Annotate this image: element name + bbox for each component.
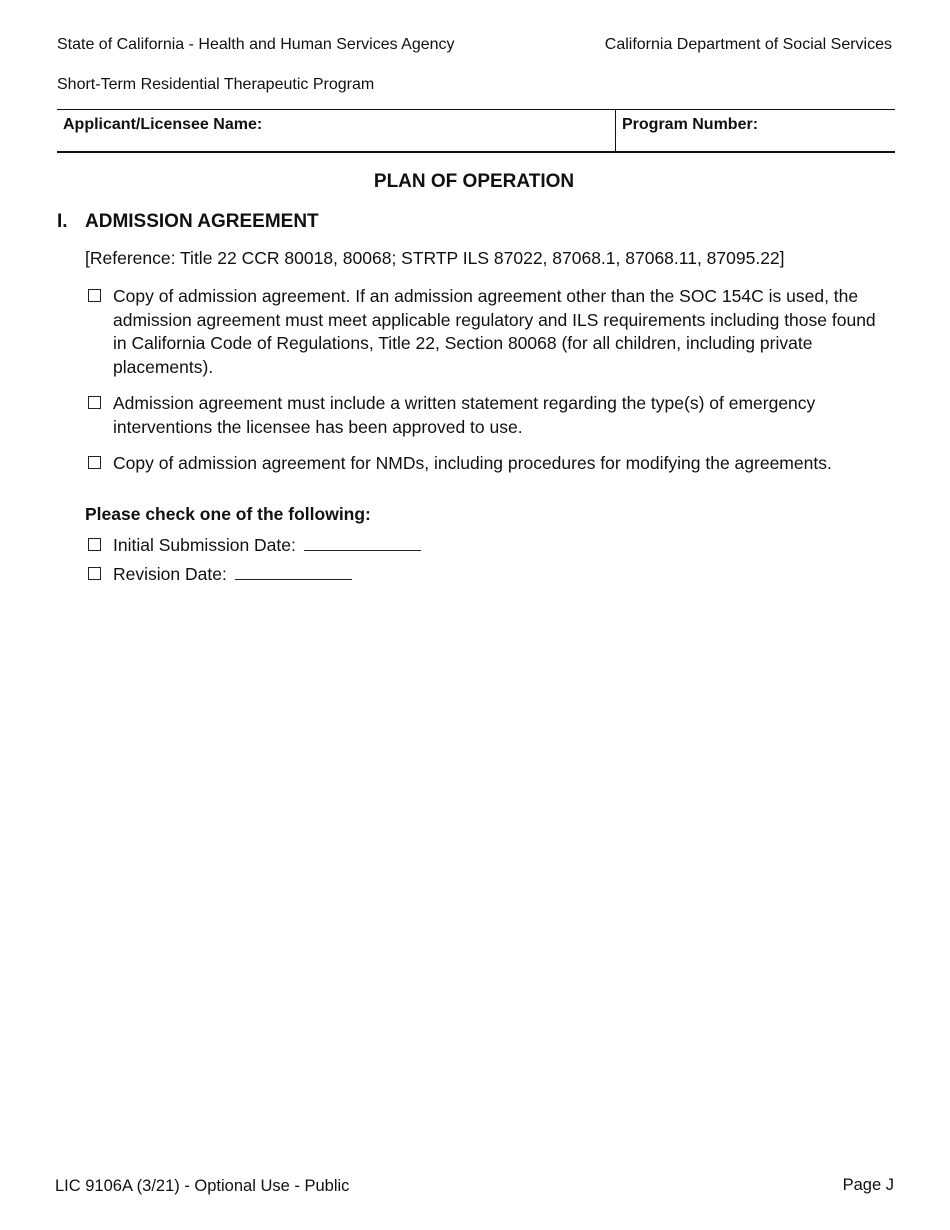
checkbox-admission-copy[interactable] [88, 289, 101, 302]
revision-date-label: Revision Date: [113, 564, 227, 584]
checkbox-initial-submission[interactable] [88, 538, 101, 551]
checkbox-nmd-agreement[interactable] [88, 456, 101, 469]
form-id: LIC 9106A (3/21) - Optional Use - Public [55, 1177, 350, 1195]
section-number: I. [57, 211, 68, 232]
checklist-item [86, 285, 886, 379]
agency-name: State of California - Health and Human Services Agency [57, 36, 455, 53]
department-name: California Department of Social Services [604, 36, 892, 53]
page-number: Page J [842, 1176, 894, 1194]
revision-row [86, 563, 886, 587]
submission-prompt: Please check one of the following: [85, 504, 371, 524]
checklist-item-text: Copy of admission agreement. If an admission agreement other than the SOC 154C is used, the admission agreement must meet applicable regulatory and ILS requirements including those found in California Code of Regulations, Title 22, Section 80068 (for all children, including private placements). [113, 286, 876, 377]
checklist-item-text: Copy of admission agreement for NMDs, including procedures for modifying the agreements. [113, 453, 832, 473]
initial-submission-label: Initial Submission Date: [113, 535, 296, 555]
document-title: PLAN OF OPERATION [373, 171, 575, 192]
program-number-label: Program Number: [622, 116, 759, 133]
initial-submission-row [86, 534, 886, 558]
revision-date-field[interactable] [235, 563, 352, 580]
checkbox-emergency-interventions[interactable] [88, 396, 101, 409]
program-name: Short-Term Residential Therapeutic Program [57, 76, 375, 93]
initial-submission-date-field[interactable] [304, 534, 421, 551]
checklist-item-text: Admission agreement must include a written statement regarding the type(s) of emergency interventions the licensee has been approved to use. [113, 393, 816, 437]
applicant-info-table [57, 109, 895, 153]
checkbox-revision[interactable] [88, 567, 101, 580]
section-title: ADMISSION AGREEMENT [85, 211, 319, 232]
reference-text: [Reference: Title 22 CCR 80018, 80068; STRTP ILS 87022, 87068.1, 87068.11, 87095.22] [85, 248, 785, 268]
table-column-divider [615, 110, 616, 151]
checklist-item [86, 452, 886, 476]
checklist-item [86, 392, 886, 439]
applicant-name-label: Applicant/Licensee Name: [63, 116, 263, 133]
